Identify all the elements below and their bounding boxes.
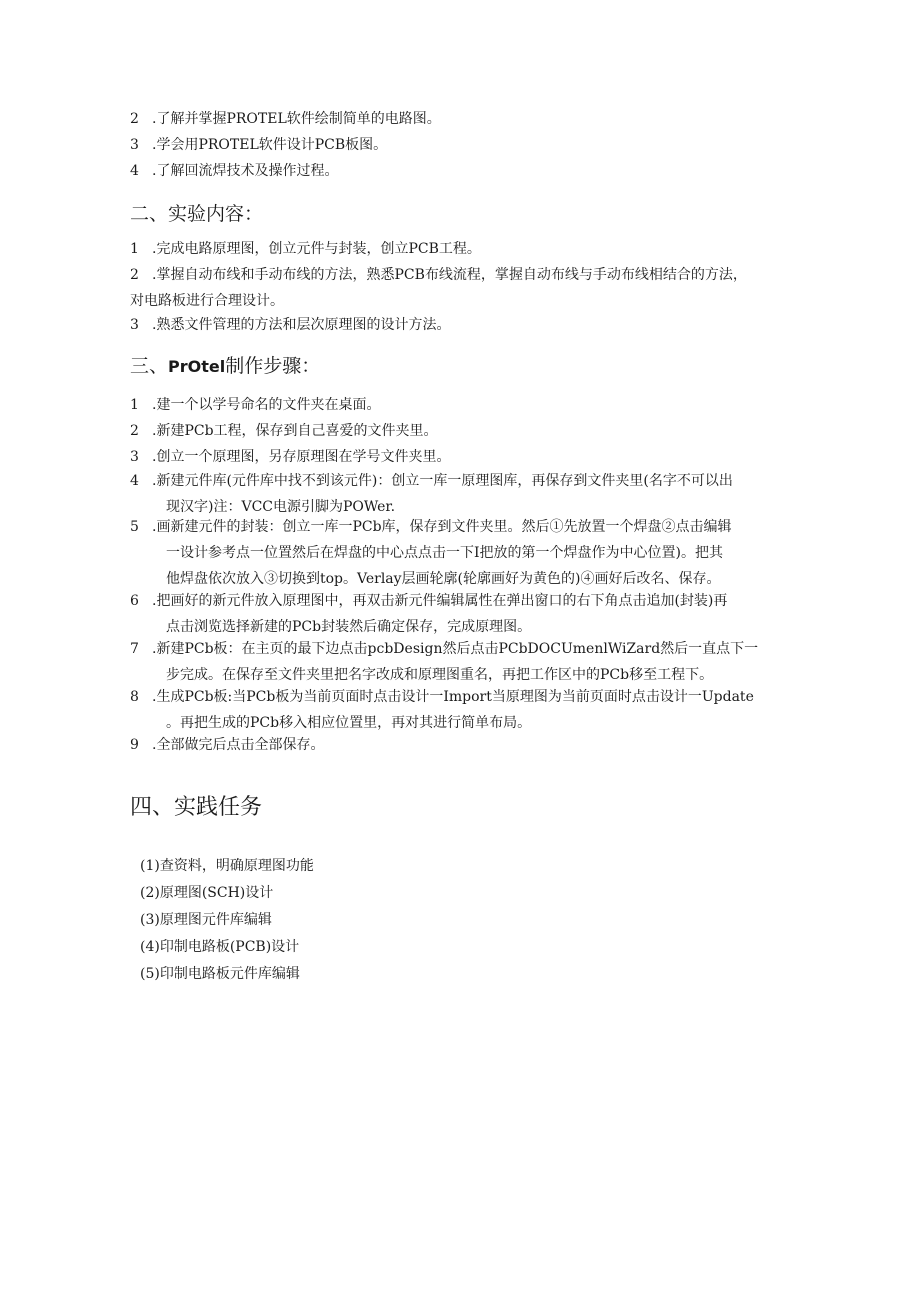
content-item-1: 1 .完成电路原理图，创立元件与封装，创立PCB工程。 — [130, 241, 481, 257]
step-item-4: 4 .新建元件库(元件库中找不到该元件)：创立一库一原理图库，再保存到文件夹里(名字不可以出 现汉字)注：VCC电源引脚为POWer. — [130, 473, 733, 515]
objective-item-2: 2 .了解并掌握PROTEL软件绘制简单的电路图。 — [130, 111, 441, 127]
section-4-heading: 四、实践任务 — [130, 795, 263, 820]
step-item-1: 1 .建一个以学号命名的文件夹在桌面。 — [130, 397, 381, 413]
step-item-3: 3 .创立一个原理图，另存原理图在学号文件夹里。 — [130, 449, 451, 465]
task-item-5: (5)印制电路板元件库编辑 — [140, 966, 300, 982]
step-item-9: 9 .全部做完后点击全部保存。 — [130, 737, 325, 753]
objective-item-3: 3 .学会用PROTEL软件设计PCB板图。 — [130, 137, 388, 153]
task-item-1: (1)查资料，明确原理图功能 — [140, 858, 314, 874]
content-item-2: 2 .掌握自动布线和手动布线的方法，熟悉PCB布线流程，掌握自动布线与手动布线相结合的方法， 对电路板进行合理设计。 — [130, 267, 747, 309]
section-3-heading: 三、PrOtel制作步骤： — [130, 355, 321, 377]
step-item-5: 5 .画新建元件的封装：创立一库一PCb库，保存到文件夹里。然后①先放置一个焊盘②点击编辑 一设计参考点一位置然后在焊盘的中心点点击一下I把放的第一个焊盘作为中心位置)。把其 他焊盘依次放入③切换到top。Verlay层画轮廓(轮廓画好为黄色的)④画好后改名、保存。 — [130, 519, 732, 587]
content-item-3: 3 .熟悉文件管理的方法和层次原理图的设计方法。 — [130, 317, 451, 333]
task-item-2: (2)原理图(SCH)设计 — [140, 885, 274, 901]
step-item-2: 2 .新建PCb工程，保存到自己喜爱的文件夹里。 — [130, 423, 438, 439]
section-2-heading: 二、实验内容： — [130, 203, 264, 225]
step-item-7: 7 .新建PCb板：在主页的最下边点击pcbDesign然后点击PCbDOCUmenlWiZard然后一直点下一 步完成。在保存至文件夹里把名字改成和原理图重名，再把工作区中的PCb移至工程下。 — [130, 641, 759, 683]
task-item-4: (4)印制电路板(PCB)设计 — [140, 939, 300, 955]
step-item-8: 8 .生成PCb板:当PCb板为当前页面时点击设计一Import当原理图为当前页面时点击设计一Update 。再把生成的PCb移入相应位置里，再对其进行简单布局。 — [130, 689, 754, 731]
objective-item-4: 4 .了解回流焊技术及操作过程。 — [130, 163, 339, 179]
step-item-6: 6 .把画好的新元件放入原理图中，再双击新元件编辑属性在弹出窗口的右下角点击追加(封装)再 点击浏览选择新建的PCb封装然后确定保存，完成原理图。 — [130, 593, 728, 635]
task-item-3: (3)原理图元件库编辑 — [140, 912, 272, 928]
